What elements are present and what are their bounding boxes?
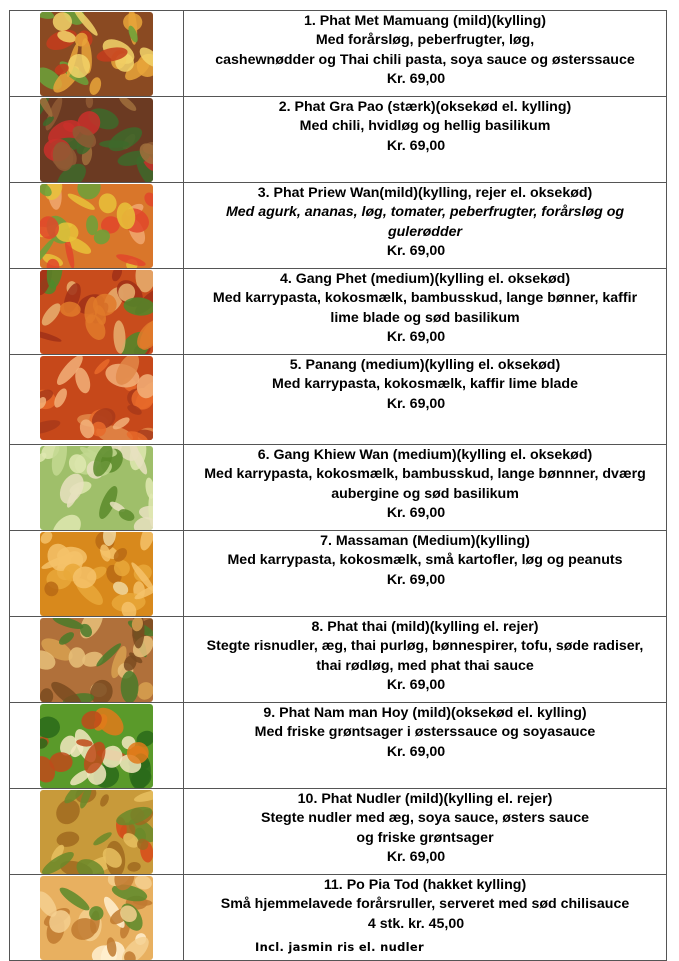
menu-item-description: Stegte nudler med æg, soya sauce, østers sauce <box>260 810 590 827</box>
vegetable-stir-fry-photo-icon <box>40 704 153 788</box>
pad-thai-photo-icon <box>40 618 153 702</box>
menu-item-text-cell <box>184 703 667 789</box>
menu-item-description: thai rødløg, med phat thai sauce <box>316 657 534 674</box>
menu-item-text-cell <box>184 355 667 445</box>
menu-item-photo-cell <box>10 269 184 355</box>
menu-item-price: Kr. 69,00 <box>386 677 446 694</box>
menu-item-row <box>10 97 667 183</box>
menu-item-title: 1. Phat Met Mamuang (mild)(kylling) <box>304 13 546 29</box>
menu-item-price: Kr. 69,00 <box>386 743 446 760</box>
menu-item-description: Med karrypasta, kokosmælk, små kartofler, løg og peanuts <box>227 552 623 569</box>
menu-item-text-cell <box>184 789 667 875</box>
menu-item-row <box>10 617 667 703</box>
menu-item-description: Med karrypasta, kokosmælk, bambusskud, lange bønner, kaffir <box>212 290 638 307</box>
menu-item-price: 4 stk. kr. 45,00 <box>367 915 465 932</box>
red-curry-photo-icon <box>40 270 153 354</box>
menu-item-photo-cell <box>10 789 184 875</box>
menu-item-title: 5. Panang (medium)(kylling el. oksekød) <box>289 357 561 373</box>
menu-item-description: Stegte risnudler, æg, thai purløg, bønnespirer, tofu, søde radiser, <box>206 638 644 655</box>
panang-curry-photo-icon <box>40 356 153 440</box>
menu-item-text-cell <box>184 183 667 269</box>
menu-item-price: Kr. 69,00 <box>386 71 446 88</box>
menu-item-title: 7. Massaman (Medium)(kylling) <box>320 533 530 549</box>
menu-item-row <box>10 11 667 97</box>
menu-item-description: Med chili, hvidløg og hellig basilikum <box>299 118 551 135</box>
menu-footer-note: Incl. jasmin ris el. nudler <box>255 940 424 954</box>
menu-item-description: Med friske grøntsager i østerssauce og soyasauce <box>254 724 596 741</box>
menu-item-title: 2. Phat Gra Pao (stærk)(oksekød el. kylling) <box>278 99 572 115</box>
menu-item-description: gulerødder <box>387 223 463 240</box>
menu-item-title: 11. Po Pia Tod (hakket kylling) <box>323 877 527 893</box>
massaman-curry-photo-icon <box>40 532 153 616</box>
menu-item-price: Kr. 69,00 <box>386 849 446 866</box>
menu-item-description: Med karrypasta, kokosmælk, bambusskud, lange bønnner, dværg <box>204 466 646 483</box>
menu-item-photo-cell <box>10 355 184 445</box>
menu-item-photo-cell <box>10 531 184 617</box>
menu-item-price: Kr. 69,00 <box>386 395 446 412</box>
menu-item-title: 3. Phat Priew Wan(mild)(kylling, rejer el. oksekød) <box>257 185 593 201</box>
menu-item-description: Med karrypasta, kokosmælk, kaffir lime blade <box>272 376 578 393</box>
menu-item-price: Kr. 69,00 <box>386 505 446 522</box>
menu-item-text-cell <box>184 269 667 355</box>
menu-item-description: og friske grøntsager <box>356 829 494 846</box>
menu-item-row <box>10 789 667 875</box>
menu-item-description: lime blade og sød basilikum <box>330 309 520 326</box>
menu-item-photo-cell <box>10 183 184 269</box>
menu-item-text-cell <box>184 531 667 617</box>
menu-item-description: cashewnødder og Thai chili pasta, soya sauce og østerssauce <box>215 51 635 68</box>
menu-item-photo-cell <box>10 445 184 531</box>
stir-fry-cashew-photo-icon <box>40 12 153 96</box>
menu-body <box>10 11 667 961</box>
menu-item-photo-cell <box>10 617 184 703</box>
menu-item-row <box>10 355 667 445</box>
basil-stir-fry-photo-icon <box>40 98 153 182</box>
menu-item-row <box>10 183 667 269</box>
menu-item-text-cell <box>184 617 667 703</box>
menu-item-row <box>10 531 667 617</box>
menu-item-text-cell <box>184 445 667 531</box>
menu-item-photo-cell <box>10 703 184 789</box>
menu-item-description: Med agurk, ananas, løg, tomater, peberfrugter, forårsløg og <box>225 204 625 221</box>
menu-item-row <box>10 445 667 531</box>
menu-item-text-cell <box>184 11 667 97</box>
menu-item-photo-cell <box>10 11 184 97</box>
menu-item-title: 10. Phat Nudler (mild)(kylling el. rejer) <box>297 791 553 807</box>
menu-item-description: Med forårsløg, peberfrugter, løg, <box>315 32 535 49</box>
menu-item-photo-cell <box>10 97 184 183</box>
menu-item-price: Kr. 69,00 <box>386 137 446 154</box>
menu-item-price: Kr. 69,00 <box>386 329 446 346</box>
green-curry-photo-icon <box>40 446 153 530</box>
menu-item-description: Små hjemmelavede forårsruller, serveret med sød chilisauce <box>220 896 630 913</box>
menu-item-row <box>10 703 667 789</box>
sweet-sour-stir-fry-photo-icon <box>40 184 153 268</box>
menu-item-text-cell <box>184 97 667 183</box>
menu-item-title: 9. Phat Nam man Hoy (mild)(oksekød el. kylling) <box>263 705 587 721</box>
menu-item-price: Kr. 69,00 <box>386 243 446 260</box>
menu-item-price: Kr. 69,00 <box>386 571 446 588</box>
menu-item-row <box>10 269 667 355</box>
menu-item-title: 6. Gang Khiew Wan (medium)(kylling el. oksekød) <box>257 447 593 463</box>
fried-noodles-photo-icon <box>40 790 153 874</box>
menu-table <box>9 10 667 961</box>
menu-item-title: 4. Gang Phet (medium)(kylling el. oksekød) <box>279 271 571 287</box>
menu-item-description: aubergine og sød basilikum <box>331 485 519 502</box>
menu-item-title: 8. Phat thai (mild)(kylling el. rejer) <box>311 619 539 635</box>
